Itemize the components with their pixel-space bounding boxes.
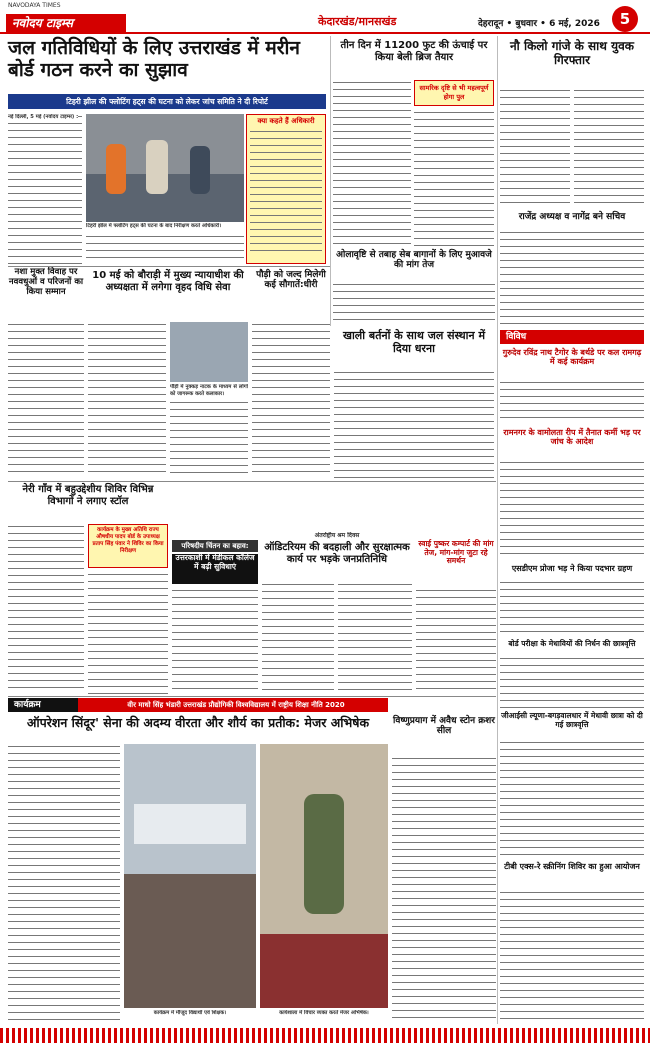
bridge-highlight-text: सामरिक दृष्टि से भी महत्वपूर्ण होगा पुल (419, 84, 489, 101)
neri-headline: नेरी गाँव में बहुउद्देशीय शिविर विभिन्न विभागों ने लगाए स्टॉल (22, 484, 154, 507)
pariksha-body (172, 588, 258, 694)
sindoor-photo-2 (260, 744, 388, 1008)
drugs-body (8, 322, 84, 478)
audit-body-col-1 (262, 582, 334, 694)
lead-info-box-title: क्या कहते हैं अधिकारी (257, 117, 315, 125)
audit-kicker: अंतर्राष्ट्रीय श्रम दिवस (314, 532, 360, 539)
lead-headline: जल गतिविधियों के लिए उत्तराखंड में मरीन बोर्ड गठन करने का सुझाव (8, 37, 300, 81)
kick-label: विविध (500, 330, 644, 344)
gic-headline: जीआईसी ल्यूणा-बगड़वालधार में मेधावी छात्रा को दी गई छात्रवृत्ति (501, 711, 643, 729)
tb-headline: टीबी एक्स-रे स्क्रीनिंग शिविर का हुआ आयोजन (504, 862, 640, 871)
bridge-body-col-1 (333, 80, 411, 248)
masthead-small-text: NAVODAYA TIMES (8, 2, 61, 9)
lead-photo (86, 114, 244, 222)
bauradi-photo-caption: पौड़ी में नुक्कड़ नाटक के माध्यम से लोगों को जागरूक करते कलाकार। (170, 384, 248, 397)
newspaper-logo: नवोदय टाइम्स (6, 14, 126, 32)
bauradi-headline: 10 मई को बौराड़ी में मुख्य न्यायाधीश की अध्यक्षता में लगेगा वृहद विधि सेवा (92, 270, 244, 293)
kick-body-1 (500, 380, 644, 424)
lead-info-box (246, 114, 326, 264)
sindoor-kicker: कार्यक्रम (8, 698, 78, 712)
sdm-body (500, 580, 644, 636)
sindoor-caption-2: कार्यशाला में विचार व्यक्त करते मेजर अभिषेक। (279, 1010, 369, 1016)
kick-body-2 (500, 460, 644, 560)
bauradi-body-col-2 (170, 400, 248, 478)
bridge-highlight-box (414, 80, 494, 106)
lead-body-col-2 (86, 234, 244, 264)
bauradi-photo (170, 322, 248, 382)
empty-pots-body (334, 370, 494, 478)
section-rule (8, 696, 496, 697)
sindoor-caption-1: कार्यक्रम में मौजूद विद्यार्थी एवं शिक्षक। (153, 1010, 227, 1016)
ganja-body-col-2 (574, 88, 644, 208)
ganja-headline: नौ किलो गांजे के साथ युवक गिरफ्तार (510, 39, 634, 67)
hail-headline: ओलावृष्टि से तबाह सेब बागानों के लिए मुआवजे की मांग तेज (336, 250, 492, 271)
swati-body (416, 588, 496, 694)
lead-byline: नई दिल्ली, 5 मई (नवोदय टाइम्स) : (8, 114, 79, 120)
lead-body-col-1 (8, 114, 82, 264)
bauradi-body-col-1 (88, 322, 166, 478)
section-rule (8, 266, 330, 267)
pauri-body (252, 322, 330, 478)
drugs-headline: नशा मुक्त विवाह पर नववधुओं व परिजनों का किया सम्मान (8, 267, 84, 297)
sdm-headline: एसडीएम प्रोजा भड़ ने किया पदभार ग्रहण (511, 564, 633, 573)
neri-body-col-2 (88, 572, 168, 694)
pariksha-headline: उत्तरकाशी में मेडीकल कॉलेज में बढ़ी सुविधाएं (172, 554, 258, 584)
sindoor-photo-1 (124, 744, 256, 1008)
section-rule (8, 481, 496, 482)
dateline: देहरादून • बुधवार • 6 मई, 2026 (478, 19, 600, 29)
audit-body-col-2 (338, 582, 412, 694)
vishnu-headline: विष्णुप्रयाग में अवैध स्टोन क्रशर सील (393, 716, 495, 737)
kick-headline-2: रामनगर के वामोलता रीप में तैनात कर्मी भड़ पर जांच के आदेश (503, 428, 641, 447)
sindoor-body-col-1 (8, 744, 120, 1024)
pauri-headline: पौड़ी को जल्द मिलेगी कई सौगातें:धीरी (256, 270, 326, 291)
kick-headline-1: गुरुदेव रविंद्र नाथ टैगोर के बर्थडे पर कल रामगढ़ में कई कार्यक्रम (502, 348, 642, 367)
tb-body (500, 890, 644, 1024)
rajendra-headline: राजेंद्र अध्यक्ष व नागेंद्र बने सचिव (518, 212, 626, 222)
meritorious-headline: बोर्ड परीक्षा के मेधावियों की निर्धन की छात्रवृत्ति (508, 639, 636, 648)
pariksha-label: परिषदीय चिंतन का बहाव: (172, 540, 258, 552)
bridge-body-col-2 (414, 110, 494, 248)
neri-quote-text: कार्यक्रम के मुख्य अतिथि राज्य औषधीय पादप बोर्ड के उपाध्यक्ष प्रताप सिंह पंवार ने शिविर का किया निरीक्षण (92, 527, 164, 554)
sindoor-headline: ऑपरेशन सिंदूर' सेना की अदम्य वीरता और शौर्य का प्रतीक: मेजर अभिषेक (26, 715, 370, 730)
gic-body (500, 740, 644, 858)
rajendra-body (500, 230, 644, 326)
column-rule (330, 36, 331, 326)
empty-pots-headline: खाली बर्तनों के साथ जल संस्थान में दिया धरना (342, 329, 486, 355)
ganja-body-col-1 (500, 88, 570, 208)
neri-quote-box (88, 524, 168, 568)
hail-body (333, 282, 495, 326)
meritorious-body (500, 656, 644, 708)
page-number: 5 (612, 6, 638, 32)
lead-photo-caption: टिहरी झील में फ्लोटिंग हट्स की घटना के बाद निरीक्षण करते अधिकारी। (86, 223, 222, 229)
lead-subhead: टिहरी झील की फ्लोटिंग हट्स की घटना को लेकर जांच समिति ने दी रिपोर्ट (8, 94, 326, 109)
swati-headline: स्वाई पुष्कर कम्पार्ट की मांग तेज, मांग-मांग जुटा रहे समर्थन (418, 539, 494, 566)
audit-headline: ऑडिटरियम की बदहाली और सुरक्षात्मक कार्य पर भड़के जनप्रतिनिधि (264, 542, 410, 565)
masthead (0, 0, 650, 34)
column-rule (497, 36, 498, 1024)
sindoor-subhead: वीर माधो सिंह भंडारी उत्तराखंड प्रौद्योगिकी विश्वविद्यालय में राष्ट्रीय शिक्षा नीति 2020 (78, 698, 388, 712)
neri-body-col-1 (8, 524, 84, 694)
section-title: केदारखंड/मानसखंड (318, 15, 397, 28)
page-footer-band (0, 1028, 650, 1043)
vishnu-body (392, 756, 496, 1024)
bridge-headline: तीन दिन में 11200 फुट की ऊंचाई पर किया बेली ब्रिज तैयार (340, 40, 488, 63)
